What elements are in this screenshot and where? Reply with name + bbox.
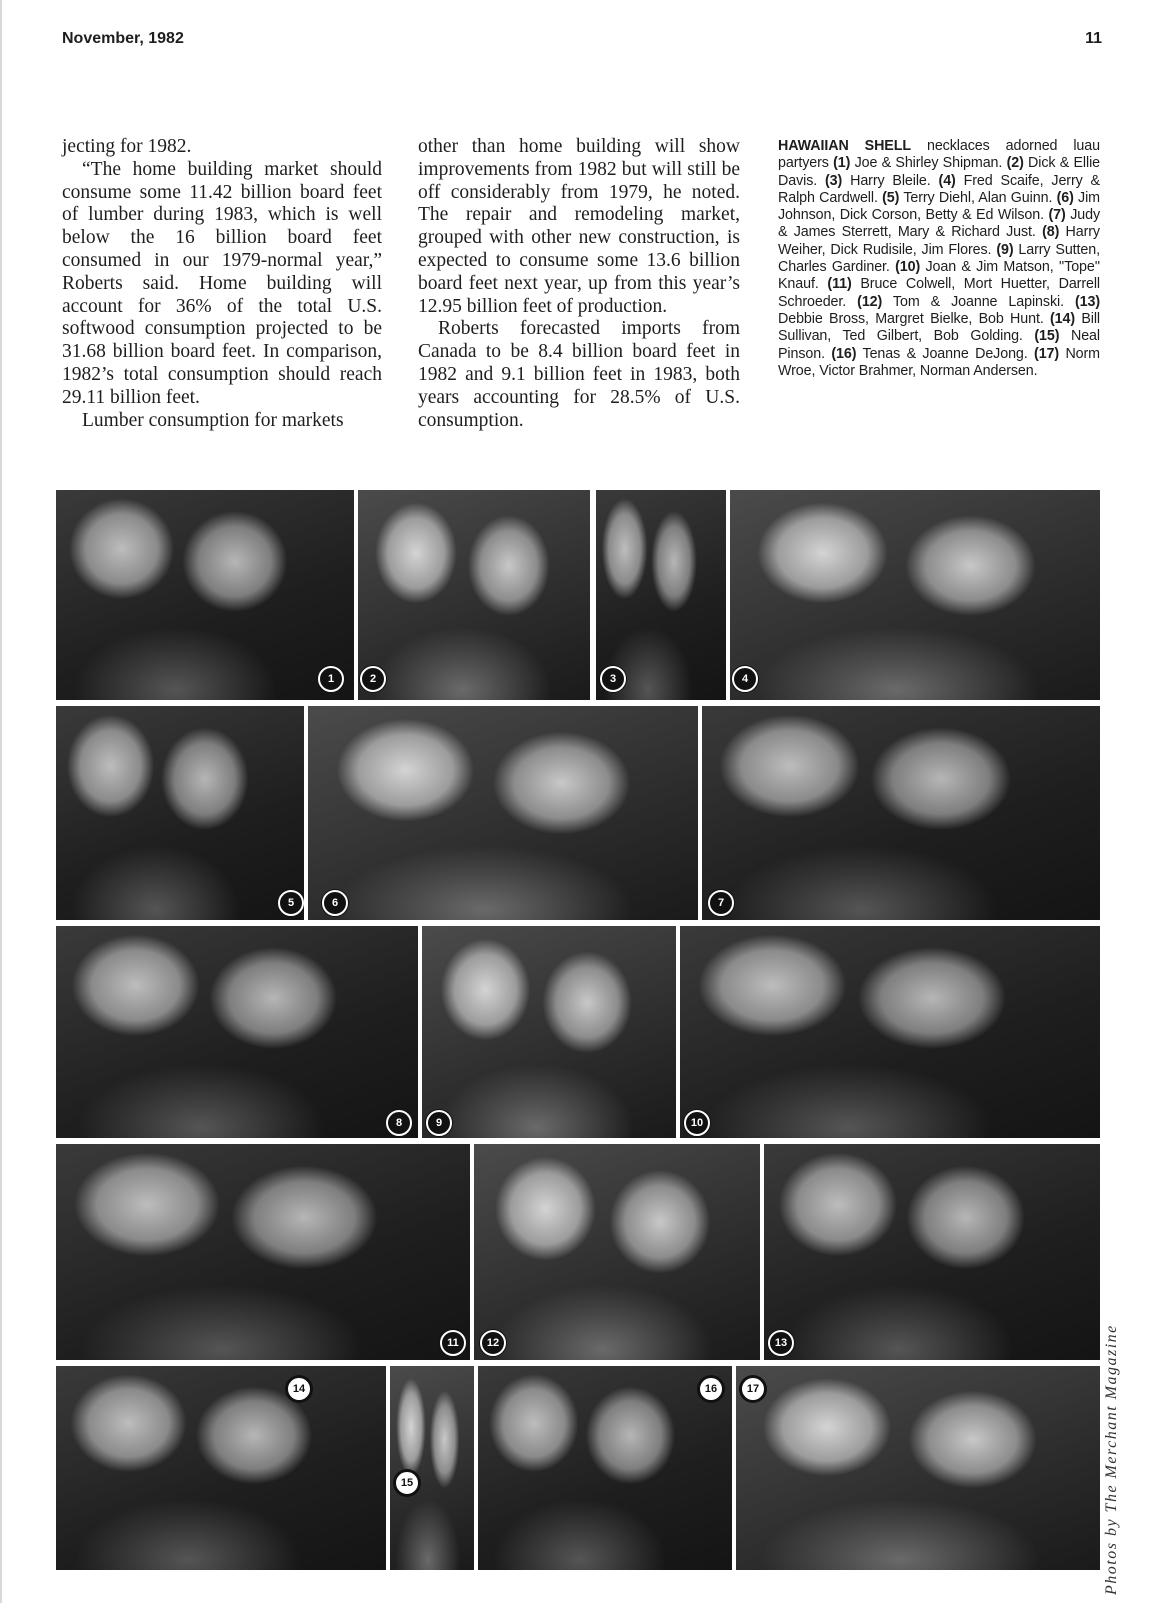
caption-item-names: Joe & Shirley Shipman. xyxy=(850,155,1007,172)
article-paragraph: other than home building will show improvements from 1982 but will still be off considerably from 1979, he noted. The repair and remodeling market, grouped with other new construction, is expected to consume some 13.6 billion board feet next year, up from this year’s 12.95 billion feet of production. xyxy=(418,136,740,317)
article-paragraph: “The home building market should consume some 11.42 billion board feet of lumber during 1983, which is well below the 16 billion board feet consumed in our 1979-normal year,” Roberts said. Home building will account for 36% of the total U.S. softwood consumption projected to be 31.68 billion board feet. In comparison, 1982’s total consumption should reach 29.11 billion feet. xyxy=(62,158,382,408)
photo-number-badge: 2 xyxy=(360,666,386,692)
caption-item-number: (17) xyxy=(1034,345,1060,362)
photo-number-badge: 4 xyxy=(732,666,758,692)
photo-4 xyxy=(730,490,1100,700)
photo-number-badge: 17 xyxy=(740,1376,766,1402)
caption-item-names: Norm Wroe, Victor Brahmer, Norman Andersen. xyxy=(778,345,1100,379)
issue-date: November, 1982 xyxy=(62,30,184,47)
photo-number-badge: 5 xyxy=(278,890,304,916)
photo-13 xyxy=(764,1144,1100,1360)
caption-item-number: (16) xyxy=(831,345,857,362)
photo-11 xyxy=(56,1144,470,1360)
article-paragraph: Roberts forecasted imports from Canada to be 8.4 billion board feet in 1982 and 9.1 billion feet in 1983, both years accounting for 28.5% of U.S. consumption. xyxy=(418,318,740,431)
caption-item-number: (10) xyxy=(895,259,921,276)
article-paragraph: Lumber consumption for markets xyxy=(82,409,344,431)
photo-number-badge: 11 xyxy=(440,1330,466,1356)
caption-item-names: Bill Sullivan, Ted Gilbert, Bob Golding. xyxy=(778,310,1100,345)
photo-17 xyxy=(736,1366,1100,1570)
photo-number-badge: 13 xyxy=(768,1330,794,1356)
photo-number-badge: 1 xyxy=(318,666,344,692)
photo-10 xyxy=(680,926,1100,1138)
caption-item-names: Terry Diehl, Alan Guinn. xyxy=(899,189,1057,206)
caption-item-number: (2) xyxy=(1006,155,1024,172)
article-column-1 xyxy=(62,136,382,432)
photo-7 xyxy=(702,706,1100,920)
photo-number-badge: 8 xyxy=(386,1110,412,1136)
photo-16 xyxy=(478,1366,732,1570)
photo-number-badge: 14 xyxy=(286,1376,312,1402)
page-header xyxy=(62,30,1102,56)
caption-item-number: (4) xyxy=(938,172,956,189)
caption-item-names: Neal Pinson. xyxy=(778,328,1100,362)
photo-number-badge: 10 xyxy=(684,1110,710,1136)
caption-item-number: (3) xyxy=(825,172,843,189)
caption-item-names: Harry Weiher, Dick Rudisile, Jim Flores. xyxy=(778,224,1100,258)
caption-item-number: (8) xyxy=(1042,224,1060,241)
caption-item-names: Jim Johnson, Dick Corson, Betty & Ed Wilson. xyxy=(778,189,1100,224)
caption-item-number: (14) xyxy=(1050,310,1076,327)
caption-item-names: Tom & Joanne Lapinski. xyxy=(882,293,1075,310)
photo-12 xyxy=(474,1144,760,1360)
caption-item-number: (13) xyxy=(1074,293,1100,310)
caption-items xyxy=(778,155,1100,379)
photo-caption xyxy=(778,138,1100,380)
article-column-2 xyxy=(418,136,740,432)
photo-number-badge: 6 xyxy=(322,890,348,916)
caption-item-names: Joan & Jim Matson, ''Tope'' Knauf. xyxy=(778,259,1101,293)
page-edge-rule xyxy=(0,0,2,1603)
caption-item-names: Dick & Ellie Davis. xyxy=(778,155,1100,189)
photo-credit: Photos by The Merchant Magazine xyxy=(1103,1324,1120,1595)
caption-item-names: Debbie Bross, Margret Bielke, Bob Hunt. xyxy=(778,310,1050,327)
photo-number-badge: 3 xyxy=(600,666,626,692)
photo-number-badge: 12 xyxy=(480,1330,506,1356)
caption-item-names: Harry Bleile. xyxy=(842,172,939,189)
caption-item-number: (9) xyxy=(996,241,1014,258)
caption-item-number: (11) xyxy=(827,276,852,293)
photo-8 xyxy=(56,926,418,1138)
photo-5 xyxy=(56,706,304,920)
caption-lead: HAWAIIAN SHELL xyxy=(778,138,912,154)
caption-item-names: Bruce Colwell, Mort Huetter, Darrell Schroeder. xyxy=(778,276,1101,310)
article-paragraph: jecting for 1982. xyxy=(62,136,192,157)
caption-intro: necklaces adorned luau partyers xyxy=(778,138,1100,172)
page-number: 11 xyxy=(1085,30,1102,47)
caption-item-number: (7) xyxy=(1048,207,1066,224)
photo-number-badge: 9 xyxy=(426,1110,452,1136)
photo-number-badge: 16 xyxy=(698,1376,724,1402)
caption-item-number: (5) xyxy=(882,189,900,206)
photo-2 xyxy=(358,490,590,700)
caption-item-number: (15) xyxy=(1034,328,1060,345)
caption-item-number: (1) xyxy=(833,155,851,172)
caption-item-names: Fred Scaife, Jerry & Ralph Cardwell. xyxy=(778,172,1100,206)
photo-1 xyxy=(56,490,354,700)
caption-item-names: Judy & James Sterrett, Mary & Richard Just. xyxy=(778,207,1101,241)
caption-item-number: (6) xyxy=(1056,189,1074,206)
photo-15 xyxy=(390,1366,474,1570)
caption-item-names: Larry Sutten, Charles Gardiner. xyxy=(778,241,1100,276)
caption-item-names: Tenas & Joanne DeJong. xyxy=(856,345,1035,362)
caption-item-number: (12) xyxy=(857,293,883,310)
photo-14 xyxy=(56,1366,386,1570)
photo-6 xyxy=(308,706,698,920)
photo-9 xyxy=(422,926,676,1138)
photo-3 xyxy=(596,490,726,700)
photo-number-badge: 7 xyxy=(708,890,734,916)
photo-number-badge: 15 xyxy=(394,1470,420,1496)
